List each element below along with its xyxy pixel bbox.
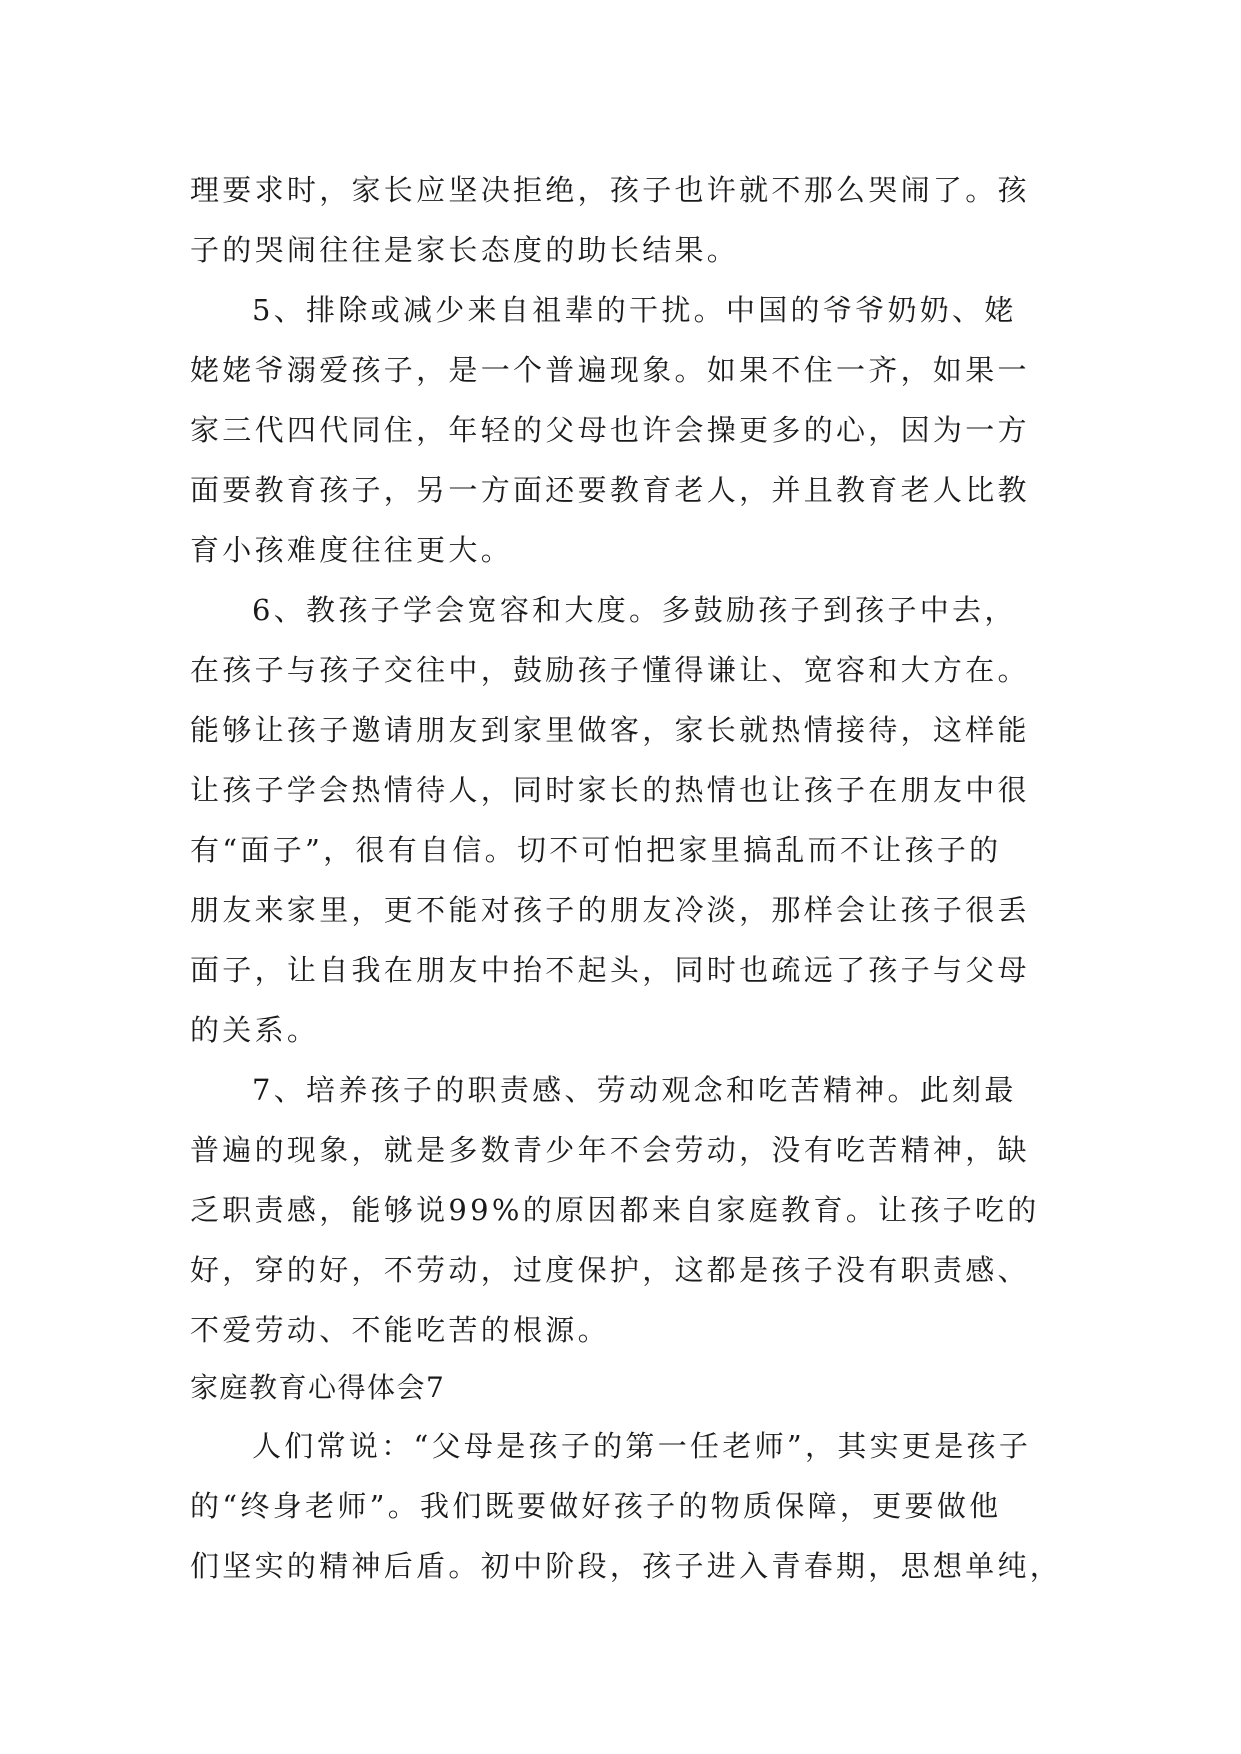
paragraph-line: 家三代四代同住，年轻的父母也许会操更多的心，因为一方 [190, 413, 1030, 447]
document-body [190, 160, 1070, 1596]
paragraph-line: 子的哭闹往往是家长态度的助长结果。 [190, 233, 740, 267]
paragraph-line: 面子，让自我在朋友中抬不起头，同时也疏远了孩子与父母 [190, 953, 1030, 987]
paragraph-line: 5、排除或减少来自祖辈的干扰。中国的爷爷奶奶、姥 [252, 293, 1017, 327]
paragraph-line: 朋友来家里，更不能对孩子的朋友冷淡，那样会让孩子很丢 [190, 893, 1030, 927]
paragraph-line: 姥姥爷溺爱孩子，是一个普遍现象。如果不住一齐，如果一 [190, 353, 1030, 387]
paragraph-line: 们坚实的精神后盾。初中阶段，孩子进入青春期，思想单纯， [190, 1549, 1063, 1583]
paragraph-line: 能够让孩子邀请朋友到家里做客，家长就热情接待，这样能 [190, 713, 1030, 747]
paragraph-line: 6、教孩子学会宽容和大度。多鼓励孩子到孩子中去， [252, 593, 1017, 627]
paragraph-line: 有“面子”，很有自信。切不可怕把家里搞乱而不让孩子的 [190, 833, 1002, 867]
paragraph-line: 在孩子与孩子交往中，鼓励孩子懂得谦让、宽容和大方在。 [190, 653, 1030, 687]
paragraph-line: 育小孩难度往往更大。 [190, 533, 514, 567]
paragraph-line: 不爱劳动、不能吃苦的根源。 [190, 1313, 610, 1347]
paragraph-line: 让孩子学会热情待人，同时家长的热情也让孩子在朋友中很 [190, 773, 1030, 807]
section-heading: 家庭教育心得体会7 [190, 1371, 446, 1404]
paragraph-line: 的“终身老师”。我们既要做好孩子的物质保障，更要做他 [190, 1489, 1002, 1523]
paragraph-line: 7、培养孩子的职责感、劳动观念和吃苦精神。此刻最 [252, 1073, 1017, 1107]
paragraph-line: 普遍的现象，就是多数青少年不会劳动，没有吃苦精神，缺 [190, 1133, 1030, 1167]
paragraph-line: 人们常说：“父母是孩子的第一任老师”，其实更是孩子 [252, 1429, 1032, 1463]
paragraph-line: 乏职责感，能够说99%的原因都来自家庭教育。让孩子吃的 [190, 1193, 1040, 1227]
paragraph-line: 的关系。 [190, 1013, 320, 1047]
paragraph-line: 面要教育孩子，另一方面还要教育老人，并且教育老人比教 [190, 473, 1030, 507]
paragraph-line: 好，穿的好，不劳动，过度保护，这都是孩子没有职责感、 [190, 1253, 1030, 1287]
paragraph-line: 理要求时，家长应坚决拒绝，孩子也许就不那么哭闹了。孩 [190, 173, 1030, 207]
